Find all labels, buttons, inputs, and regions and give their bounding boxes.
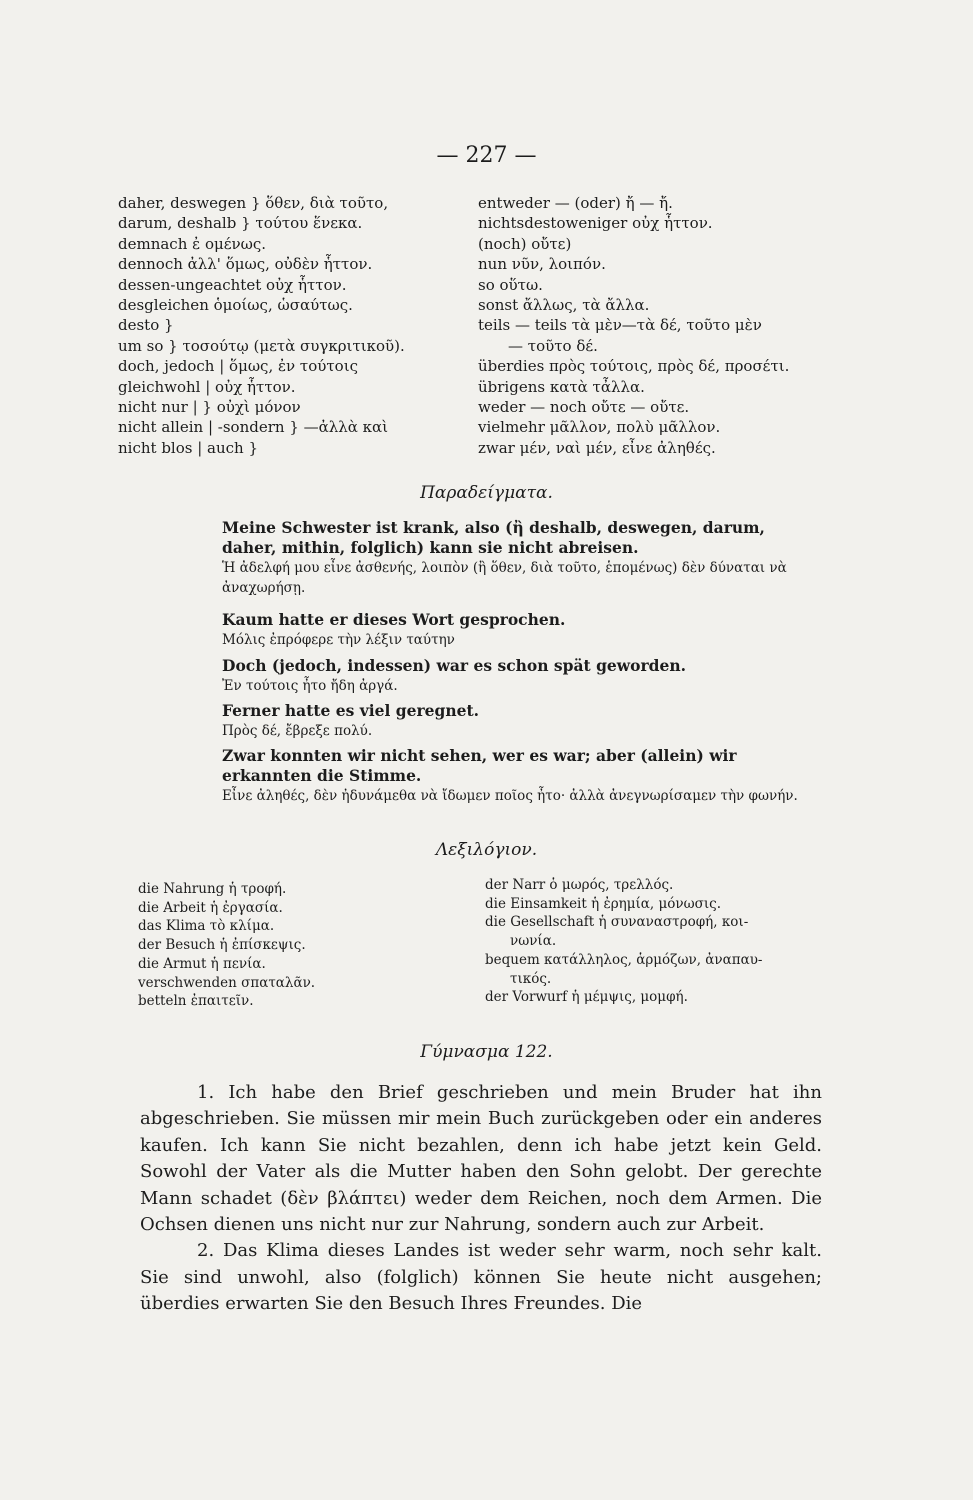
vocabulary-entry: die Einsamkeit ἡ ἐρημία, μόνωσις. <box>485 895 721 912</box>
conjunction-entry: teils — teils τὰ μὲν—τὰ δέ, τοῦτο μὲν <box>478 316 762 335</box>
vocabulary-entry: der Besuch ἡ ἐπίσκεψις. <box>138 937 306 954</box>
examples-heading: Παραδείγματα. <box>420 483 553 503</box>
conjunction-entry: vielmehr μᾶλλον, πολὺ μᾶλλον. <box>478 418 721 437</box>
conjunction-entry: zwar μέν, ναὶ μέν, εἶνε ἀληθές. <box>478 438 716 457</box>
vocabulary-entry: die Nahrung ἡ τροφή. <box>138 881 287 897</box>
vocabulary-entry: der Vorwurf ἡ μέμψις, μομφή. <box>485 989 688 1006</box>
example-block <box>222 656 822 696</box>
example-german: Ferner hatte es viel geregnet. <box>222 701 480 720</box>
conjunction-entry: nun νῦν, λοιπόν. <box>478 255 606 274</box>
vocabulary-entry: νωνία. <box>510 933 557 950</box>
conjunction-entry: desto } <box>118 316 174 335</box>
exercise-text <box>140 1080 822 1318</box>
vocabulary-heading: Λεξιλόγιον. <box>435 840 538 860</box>
vocabulary-right-column <box>485 876 762 1007</box>
conjunction-entry: darum, deshalb } τούτου ἕνεκα. <box>118 214 363 233</box>
example-greek: Ἐν τούτοις ἦτο ἤδη ἀργά. <box>222 678 398 694</box>
conjunction-entry: (noch) οὔτε) <box>478 234 572 253</box>
example-greek: Μόλις ἐπρόφερε τὴν λέξιν ταύτην <box>222 632 455 648</box>
conjunction-entry: desgleichen ὁμοίως, ὡσαύτως. <box>118 295 353 314</box>
example-german: Doch (jedoch, indessen) war es schon spät geworden. <box>222 656 686 675</box>
example-block <box>222 610 822 650</box>
example-greek: Ἡ ἀδελφή μου εἶνε ἀσθενής, λοιπὸν (ἢ ὅθεν, διὰ τοῦτο, ἑπομένως) δὲν δύναται νὰ ἀναχωρήσῃ. <box>222 560 787 596</box>
conjunction-entry: gleichwohl | οὐχ ἧττον. <box>118 377 296 396</box>
conjunction-entry: nicht allein | -sondern } —ἀλλὰ καὶ <box>118 418 389 437</box>
vocabulary-entry: die Gesellschaft ἡ συναναστροφή, κοι- <box>485 914 749 931</box>
vocabulary-left-column <box>138 880 315 1011</box>
example-block <box>222 746 822 806</box>
conjunctions-left-column <box>118 193 405 458</box>
example-german: Kaum hatte er dieses Wort gesprochen. <box>222 610 566 629</box>
conjunction-entry: nicht blos | auch } <box>118 438 259 457</box>
vocabulary-entry: betteln ἐπαιτεῖν. <box>138 993 254 1010</box>
vocabulary-entry: die Armut ἡ πενία. <box>138 955 266 972</box>
conjunction-entry: entweder — (oder) ἤ — ἤ. <box>478 194 673 212</box>
vocabulary-entry: τικός. <box>510 970 552 987</box>
example-greek: Πρὸς δέ, ἔβρεξε πολύ. <box>222 723 373 739</box>
page-number: — 227 — <box>436 143 537 168</box>
conjunction-entry: demnach ἐ ομένως. <box>118 234 267 253</box>
conjunction-entry: überdies πρὸς τούτοις, πρὸς δέ, προσέτι. <box>478 357 790 376</box>
vocabulary-entry: der Narr ὁ μωρός, τρελλός. <box>485 877 674 893</box>
conjunction-entry: sonst ἄλλως, τὰ ἄλλα. <box>478 295 650 314</box>
conjunction-entry: so οὕτω. <box>478 275 543 294</box>
example-greek: Εἶνε ἀληθές, δὲν ἠδυνάμεθα νὰ ἴδωμεν ποῖος ἦτο· ἀλλὰ ἀνεγνωρίσαμεν τὴν φωνήν. <box>222 788 798 804</box>
vocabulary-entry: verschwenden σπαταλᾶν. <box>138 974 316 991</box>
conjunction-entry: doch, jedoch | ὅμως, ἐν τούτοις <box>118 357 358 376</box>
conjunction-entry: nichtsdestoweniger οὐχ ἧττον. <box>478 214 713 233</box>
conjunctions-right-column <box>478 193 789 458</box>
conjunction-entry: — τοῦτο δέ. <box>508 336 598 355</box>
conjunction-entry: weder — noch οὔτε — οὔτε. <box>478 397 690 416</box>
example-block <box>222 518 822 598</box>
conjunction-entry: um so } τοσούτῳ (μετὰ συγκριτικοῦ). <box>118 336 405 355</box>
example-german: Zwar konnten wir nicht sehen, wer es war; aber (allein) wir erkannten die Stimme. <box>222 746 737 785</box>
vocabulary-entry: die Arbeit ἡ ἐργασία. <box>138 899 283 916</box>
vocabulary-entry: bequem κατάλληλος, ἁρμόζων, ἀναπαυ- <box>485 951 763 968</box>
conjunction-entry: übrigens κατὰ τἆλλα. <box>478 377 645 396</box>
conjunction-entry: dessen-ungeachtet οὐχ ἧττον. <box>118 275 347 294</box>
example-german: Meine Schwester ist krank, also (ἢ deshalb, deswegen, darum, daher, mithin, folglich) kann sie nicht abreisen. <box>222 518 765 557</box>
conjunction-entry: dennoch ἀλλ' ὅμως, οὐδὲν ἧττον. <box>118 255 373 274</box>
exercise-paragraph: 1. Ich habe den Brief geschrieben und mein Bruder hat ihn abgeschrieben. Sie müssen mir mein Buch zurückgeben oder ein anderes kaufen. Ich kann Sie nicht bezahlen, denn ich habe jetzt kein Geld. Sowohl der Vater als die Mutter haben den Sohn gelobt. Der gerechte Mann schadet (δὲν βλάπτει) weder dem Reichen, noch dem Armen. Die Ochsen dienen uns nicht nur zur Nahrung, sondern auch zur Arbeit. <box>140 1082 822 1236</box>
example-block <box>222 701 822 741</box>
conjunction-entry: daher, deswegen } ὅθεν, διὰ τοῦτο, <box>118 194 389 212</box>
conjunction-entry: nicht nur | } οὐχὶ μόνον <box>118 397 301 416</box>
exercise-heading: Γύμνασμα 122. <box>420 1042 553 1062</box>
exercise-paragraph: 2. Das Klima dieses Landes ist weder sehr warm, noch sehr kalt. Sie sind unwohl, also (folglich) können Sie heute nicht ausgehen; überdies erwarten Sie den Besuch Ihres Freundes. Die <box>140 1240 822 1315</box>
vocabulary-entry: das Klima τὸ κλίμα. <box>138 918 275 935</box>
